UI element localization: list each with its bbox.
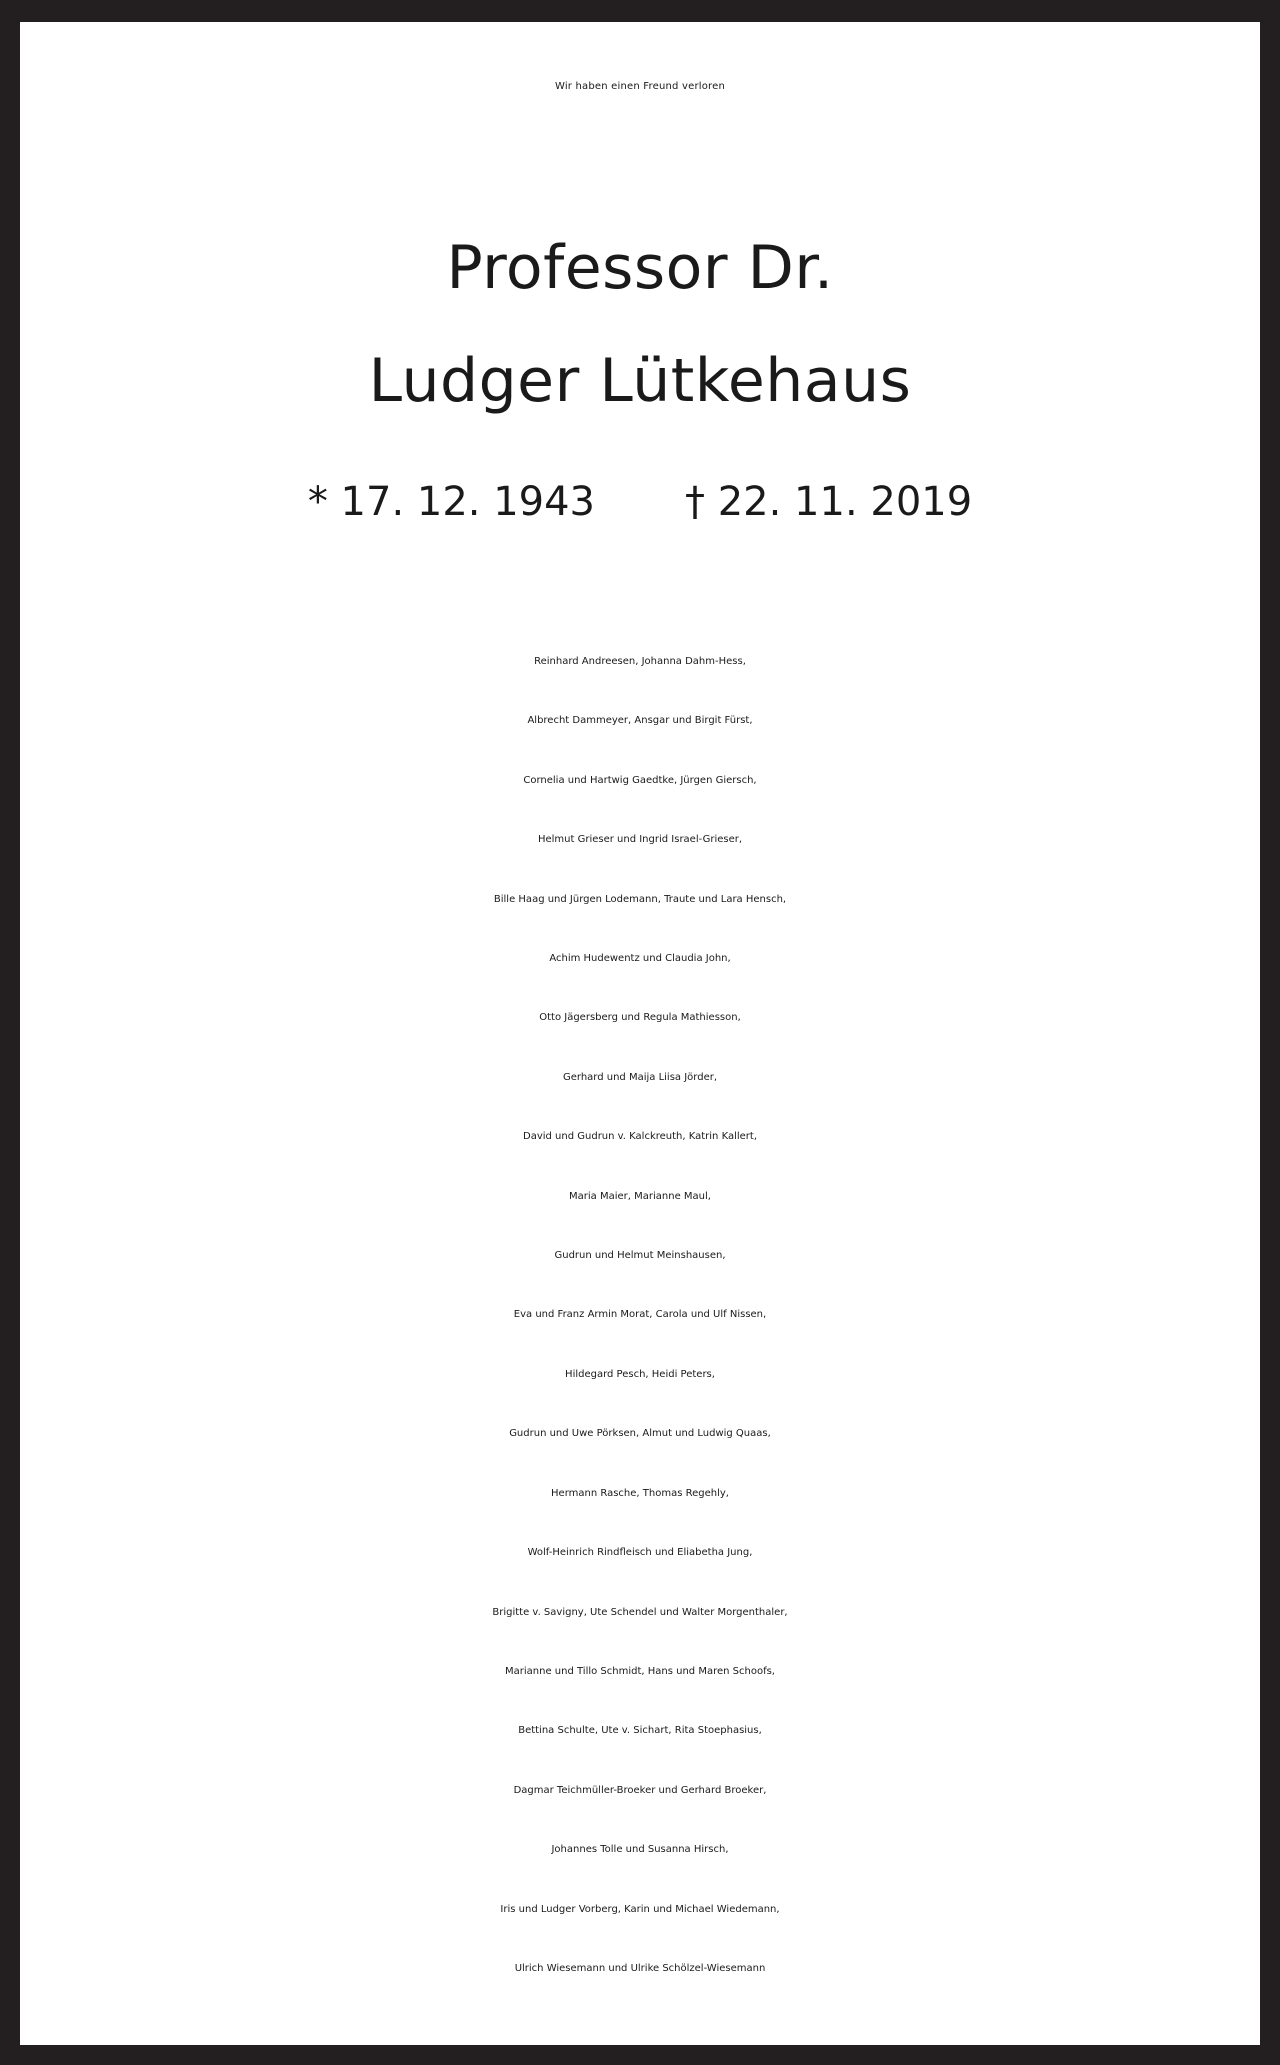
mourner-line: Gudrun und Uwe Pörksen, Almut und Ludwig Quaas, [509,1428,771,1440]
mourner-line: Achim Hudewentz und Claudia John, [549,953,731,965]
mourner-line: Maria Maier, Marianne Maul, [569,1190,711,1202]
deceased-name [20,212,1260,438]
mourner-line: Bille Haag und Jürgen Lodemann, Traute und Lara Hensch, [493,893,787,905]
mourner-line: Hildegard Pesch, Heidi Peters, [565,1368,715,1380]
birth-date: * 17. 12. 1943 [307,479,595,525]
mourner-line: Gudrun und Helmut Meinshausen, [554,1250,726,1262]
mourner-line: Otto Jägersberg und Regula Mathiesson, [539,1012,741,1024]
mourner-line: Brigitte v. Savigny, Ute Schendel und Walter Morgenthaler, [492,1606,788,1618]
mourner-line: Dagmar Teichmüller-Broeker und Gerhard Broeker, [513,1784,767,1796]
mourner-line: Helmut Grieser und Ingrid Israel-Grieser, [537,834,743,846]
mourner-line: Iris und Ludger Vorberg, Karin und Michael Wiedemann, [500,1903,780,1915]
intro-text: Wir haben einen Freund verloren [554,81,726,92]
mourner-line: Eva und Franz Armin Morat, Carola und Ulf Nissen, [513,1309,767,1321]
death-date: † 22. 11. 2019 [685,479,973,525]
mourner-line: David und Gudrun v. Kalckreuth, Katrin Kallert, [523,1131,757,1143]
mourner-line: Reinhard Andreesen, Johanna Dahm-Hess, [534,656,746,667]
mourner-line: Johannes Tolle und Susanna Hirsch, [551,1844,729,1856]
title-line-2: Ludger Lütkehaus [368,346,912,416]
mourner-line: Hermann Rasche, Thomas Regehly, [551,1487,729,1499]
mourner-line: Wolf-Heinrich Rindfleisch und Eliabetha Jung, [527,1547,753,1559]
mourner-line: Marianne und Tillo Schmidt, Hans und Maren Schoofs, [505,1665,775,1677]
mourner-line: Albrecht Dammeyer, Ansgar und Birgit Fürst, [527,715,753,727]
mourner-line: Bettina Schulte, Ute v. Sichart, Rita Stoephasius, [518,1725,762,1737]
mourners-list [20,632,1260,1998]
obituary-notice [20,22,1260,2045]
mourner-line: Gerhard und Maija Liisa Jörder, [562,1071,718,1083]
mourner-line: Cornelia und Hartwig Gaedtke, Jürgen Giersch, [523,774,757,786]
title-line-1: Professor Dr. [446,233,834,303]
life-dates [20,479,1260,525]
mourner-line: Ulrich Wiesemann und Ulrike Schölzel-Wiesemann [514,1962,766,1974]
